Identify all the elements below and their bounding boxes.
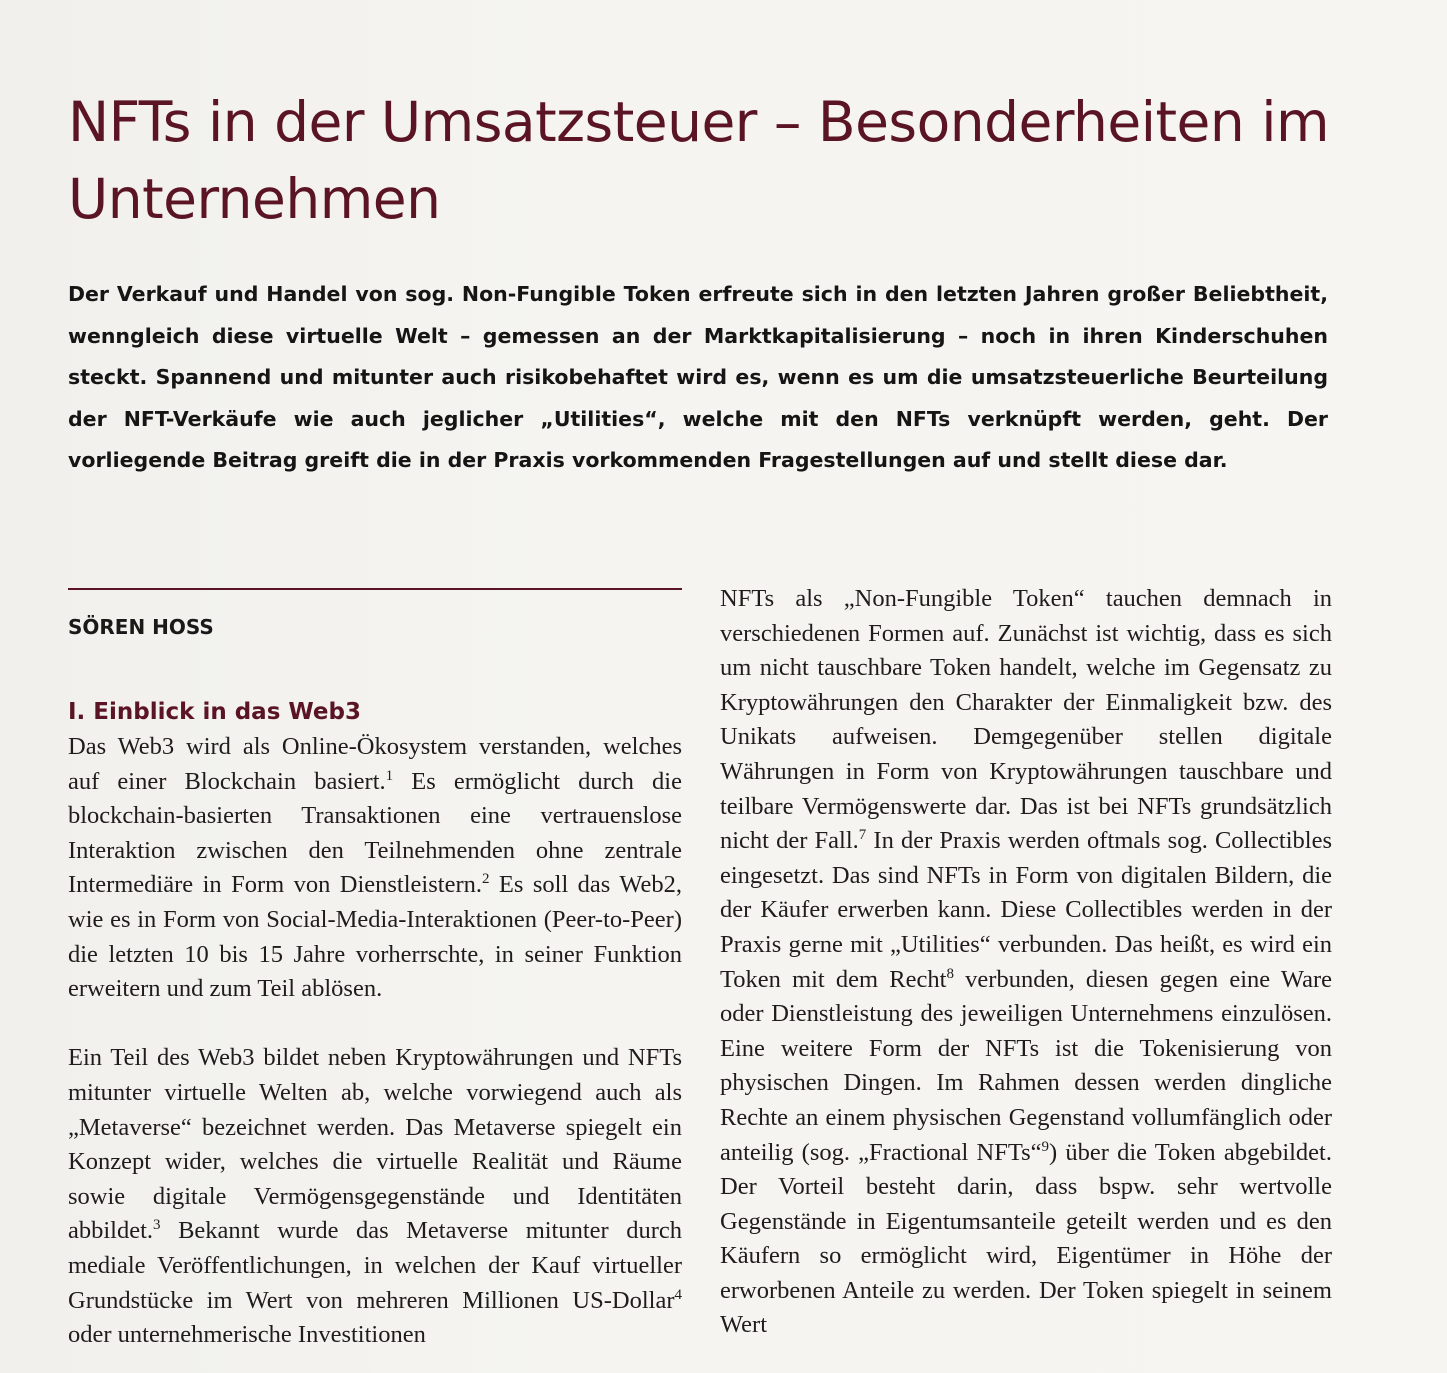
text-segment: In der Praxis werden oftmals sog. Collectibles eingesetzt. Das sind NFTs in Form von digitalen Bildern, die der Käufer erwerben kann. Diese Collectibles werden in der Praxis gerne mit „Utilities“ verbunden. Das heißt, es wird ein Token mit dem Recht — [720, 827, 1332, 993]
text-segment: Es soll das Web2, wie es in Form von Social-Media-Interaktionen (Peer-to-Peer) die letzten 10 bis 15 Jahre vorherrschte, in seiner Funktion erweitern und zum Teil ablösen. — [68, 871, 682, 1003]
left-paragraph-1 — [68, 730, 682, 1007]
paragraph-gap — [68, 1007, 682, 1042]
article-title: NFTs in der Umsatzsteuer – Besonderheiten im Unternehmen — [68, 90, 1330, 231]
text-segment: NFTs als „Non-Fungible Token“ tauchen demnach in verschiedenen Formen auf. Zunächst ist wichtig, dass es sich um nicht tauschbare Token handelt, welche im Gegensatz zu Kryptowährungen den Charakter der Einmaligkeit bzw. des Unikats aufweisen. Demgegenüber stellen digitale Währungen in Form von Kryptowährungen tauschbare und teilbare Vermögenswerte dar. Das ist bei NFTs grundsätzlich nicht der Fall. — [720, 585, 1332, 855]
footnote-ref-9[interactable]: 9 — [1041, 1138, 1050, 1155]
section-heading: I. Einblick in das Web3 — [68, 699, 362, 725]
text-segment: Das Web3 wird als Online-Ökosystem verstanden, welches auf einer Blockchain basiert. — [68, 733, 682, 795]
text-segment: oder unternehmerische Investitionen — [68, 1321, 426, 1349]
text-segment: verbunden, diesen gegen eine Ware oder Dienstleistung des jeweiligen Unternehmens einzulösen. Eine weitere Form der NFTs ist die Tokenisierung von physischen Dingen. Im Rahmen dessen werden dingliche Rechte an einem physischen Gegenstand vollumfänglich oder anteilig (sog. „Fractional NFTs“ — [720, 965, 1332, 1166]
right-column — [720, 582, 1332, 1373]
author-name: SÖREN HOSS — [68, 615, 214, 639]
footnote-ref-1[interactable]: 1 — [385, 767, 394, 784]
author-divider — [68, 588, 682, 590]
article-lead: Der Verkauf und Handel von sog. Non-Fungible Token erfreute sich in den letzten Jahren großer Beliebtheit, wenngleich diese virtuelle Welt – gemessen an der Marktkapitalisierung – noch in ihren Kinderschuhen steckt. Spannend und mitunter auch risikobehaftet wird es, wenn es um die umsatzsteuerliche Beurteilung der NFT-Verkäufe wie auch jeglicher „Utilities“, welche mit den NFTs verknüpft werden, geht. Der vorliegende Beitrag greift die in der Praxis vorkommenden Fragestellungen auf und stellt diese dar. — [68, 282, 1328, 472]
footnote-ref-2[interactable]: 2 — [481, 871, 490, 888]
footnote-ref-8[interactable]: 8 — [946, 965, 954, 982]
text-segment: Bekannt wurde das Metaverse mitunter durch mediale Veröffentlichungen, in welchen der Kauf virtueller Grundstücke im Wert von mehreren Millionen US-Dollar — [68, 1217, 682, 1314]
footnote-ref-3[interactable]: 3 — [153, 1217, 161, 1234]
right-paragraph-1 — [720, 582, 1332, 1343]
text-segment: Es ermöglicht durch die blockchain-basierten Transaktionen eine vertrauenslose Interaktion zwischen den Teilnehmenden ohne zentrale Intermediäre in Form von Dienstleistern. — [68, 767, 682, 899]
left-paragraph-2 — [68, 1041, 682, 1352]
text-segment: ) über die Token abgebildet. Der Vorteil besteht darin, dass bspw. sehr wertvolle Gegenstände in Eigentumsanteile geteilt werden und es den Käufern so ermöglicht wird, Eigentümer in Höhe der erworbenen Anteile zu werden. Der Token spiegelt in seinem Wert — [720, 1138, 1332, 1339]
text-segment: Ein Teil des Web3 bildet neben Kryptowährungen und NFTs mitunter virtuelle Welten ab, welche vorwiegend auch als „Metaverse“ bezeichnet werden. Das Metaverse spiegelt ein Konzept wider, welches die virtuelle Realität und Räume sowie digitale Vermögensgegenstände und Identitäten abbildet. — [68, 1044, 682, 1245]
footnote-ref-4[interactable]: 4 — [674, 1286, 682, 1303]
left-column — [68, 730, 682, 1373]
footnote-ref-7[interactable]: 7 — [858, 827, 867, 844]
